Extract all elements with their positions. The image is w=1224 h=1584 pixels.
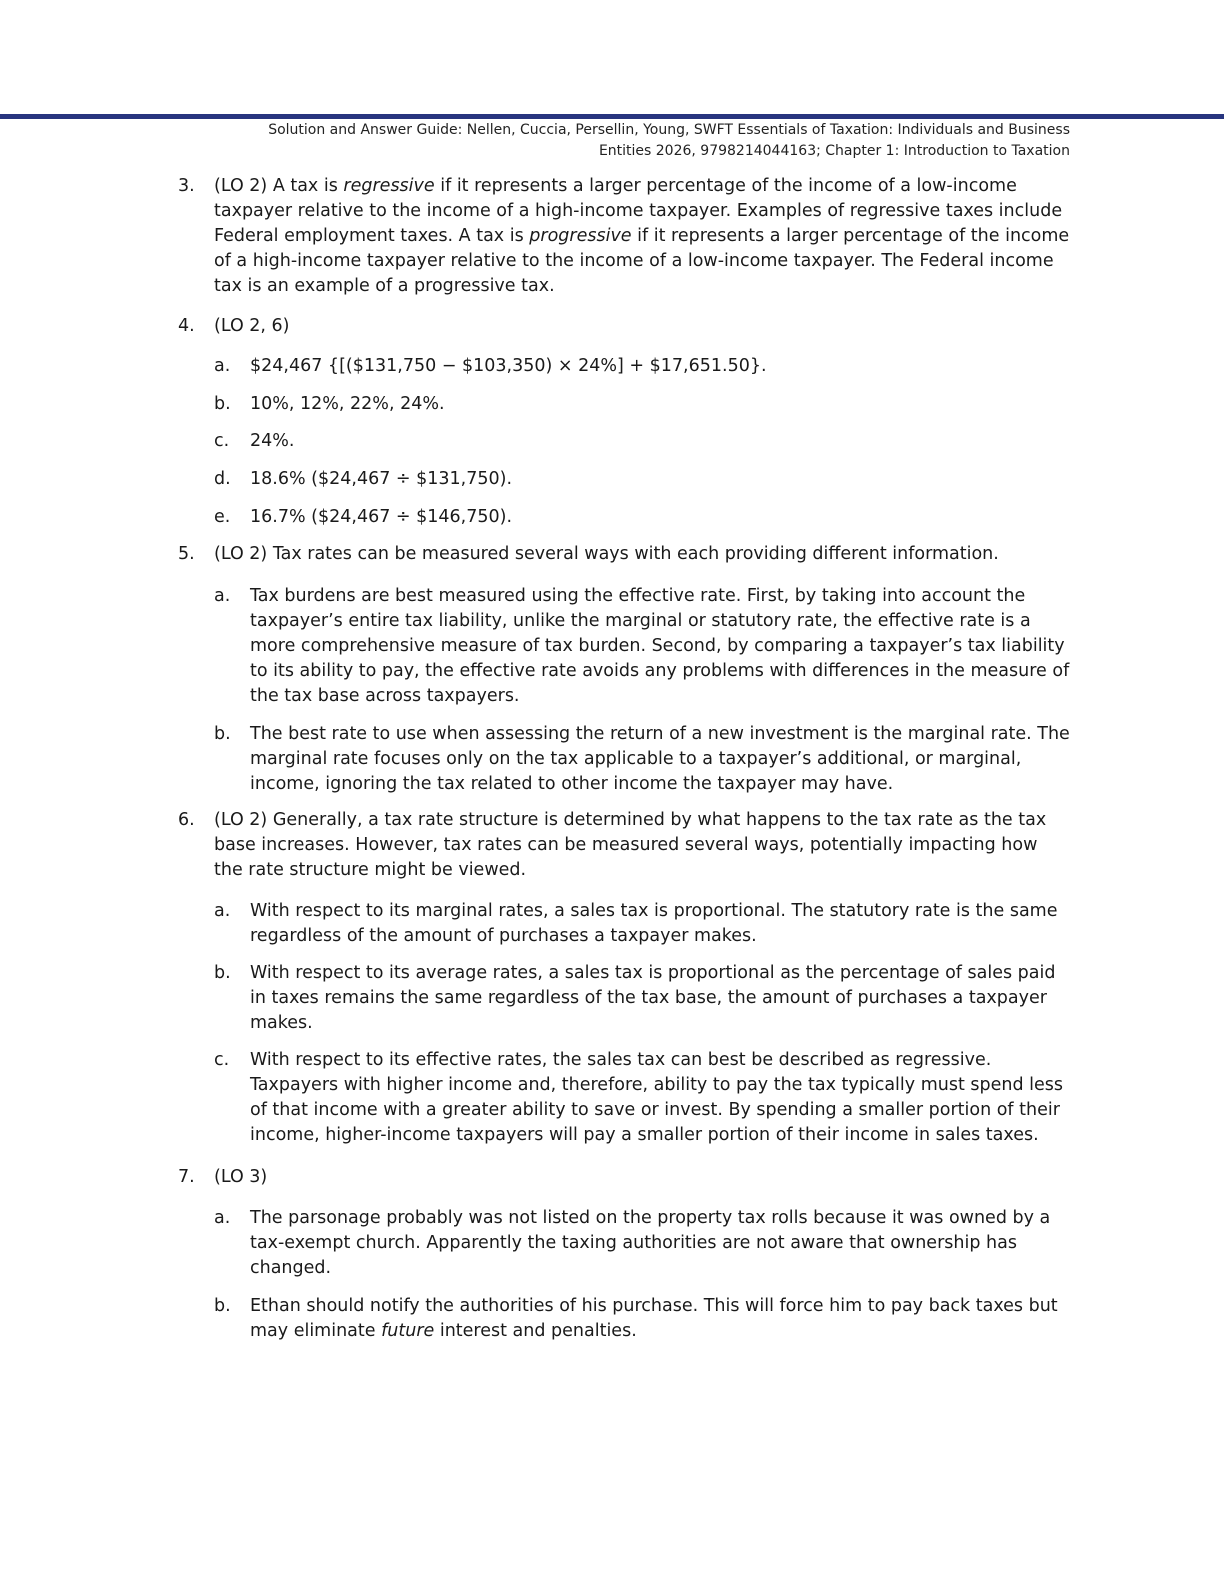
question-number: 4. [178,316,195,336]
item-letter: c. [214,1050,230,1070]
item-text: 10%, 12%, 22%, 24%. [250,394,445,414]
item-text: The best rate to use when assessing the return of a new investment is the marginal rate. The marginal rate focuses only on the tax applicable to a taxpayer’s additional, or marginal, income, ignoring the tax related to other income the taxpayer may have. [250,724,1070,794]
answer-item [170,1048,1070,1148]
question-number: 7. [178,1167,195,1187]
answer-item [170,584,1070,709]
item-text: The parsonage probably was not listed on the property tax rolls because it was owned by a tax-exempt church. Apparently the taxing authorities are not aware that ownership has changed. [250,1208,1051,1278]
item-text: 16.7% ($24,467 ÷ $146,750). [250,507,513,527]
answer-item [170,1206,1070,1281]
question-text: (LO 3) [214,1167,268,1187]
item-text: 18.6% ($24,467 ÷ $131,750). [250,469,513,489]
answer-content [170,174,1070,1344]
answer-item [170,429,1070,454]
item-letter: b. [214,1296,231,1316]
question-4 [170,314,1070,339]
term-future: future [381,1321,435,1341]
term-progressive: progressive [529,226,632,246]
answer-item [170,722,1070,797]
answer-item [170,961,1070,1036]
answer-item [170,899,1070,949]
item-text: With respect to its effective rates, the sales tax can best be described as regressive. Taxpayers with higher income and, therefore, ability to pay the tax typically must spend less of that income with a greater ability to save or invest. By spending a smaller portion of their income, higher-income taxpayers will pay a smaller portion of their income in sales taxes. [250,1050,1063,1145]
question-text: if it represents a larger percentage of the income of a low-income taxpayer relative to the income of a high-income taxpayer. Examples of regressive taxes include Federal employment taxes. A tax is [214,176,1063,246]
item-text: Ethan should notify the authorities of his purchase. This will force him to pay back taxes but may eliminate [250,1296,1058,1341]
item-letter: b. [214,724,231,744]
answer-item [170,1294,1070,1344]
item-letter: d. [214,469,231,489]
question-number: 3. [178,176,195,196]
header-line-2: Entities 2026, 9798214044163; Chapter 1: Introduction to Taxation [598,143,1070,159]
header-line-1: Solution and Answer Guide: Nellen, Cuccia, Persellin, Young, SWFT Essentials of Taxation: Individuals and Business [268,122,1070,138]
term-regressive: regressive [343,176,435,196]
item-letter: e. [214,507,231,527]
question-7 [170,1165,1070,1190]
item-text: $24,467 {[($131,750 − $103,350) × 24%] + $17,651.50}. [250,356,767,376]
question-3 [170,174,1070,299]
item-letter: b. [214,963,231,983]
question-text: (LO 2) A tax is [214,176,344,196]
header-rule [0,114,1224,119]
question-number: 5. [178,544,195,564]
answer-item [170,467,1070,492]
question-text: (LO 2) Tax rates can be measured several ways with each providing different information. [214,544,999,564]
answer-item [170,354,1070,379]
answer-item [170,392,1070,417]
question-5 [170,542,1070,567]
item-letter: a. [214,586,231,606]
item-text: 24%. [250,431,295,451]
item-text: With respect to its average rates, a sales tax is proportional as the percentage of sales paid in taxes remains the same regardless of the tax base, the amount of purchases a taxpayer makes. [250,963,1056,1033]
question-text: if it represents a larger percentage of the income of a high-income taxpayer relative to the income of a low-income taxpayer. The Federal income tax is an example of a progressive tax. [214,226,1070,296]
item-text: Tax burdens are best measured using the effective rate. First, by taking into account the taxpayer’s entire tax liability, unlike the marginal or statutory rate, the effective rate is a more comprehensive measure of tax burden. Second, by comparing a taxpayer’s tax liability to its ability to pay, the effective rate avoids any problems with differences in the measure of the tax base across taxpayers. [250,586,1070,706]
item-letter: a. [214,1208,231,1228]
item-text: interest and penalties. [434,1321,637,1341]
question-text: (LO 2) Generally, a tax rate structure is determined by what happens to the tax rate as the tax base increases. However, tax rates can be measured several ways, potentially impacting how the rate structure might be viewed. [214,810,1047,880]
item-letter: a. [214,356,231,376]
question-text: (LO 2, 6) [214,316,290,336]
item-letter: c. [214,431,230,451]
item-letter: b. [214,394,231,414]
question-6 [170,808,1070,883]
item-letter: a. [214,901,231,921]
answer-item [170,505,1070,530]
item-text: With respect to its marginal rates, a sales tax is proportional. The statutory rate is the same regardless of the amount of purchases a taxpayer makes. [250,901,1058,946]
page-header [170,120,1070,162]
question-number: 6. [178,810,195,830]
